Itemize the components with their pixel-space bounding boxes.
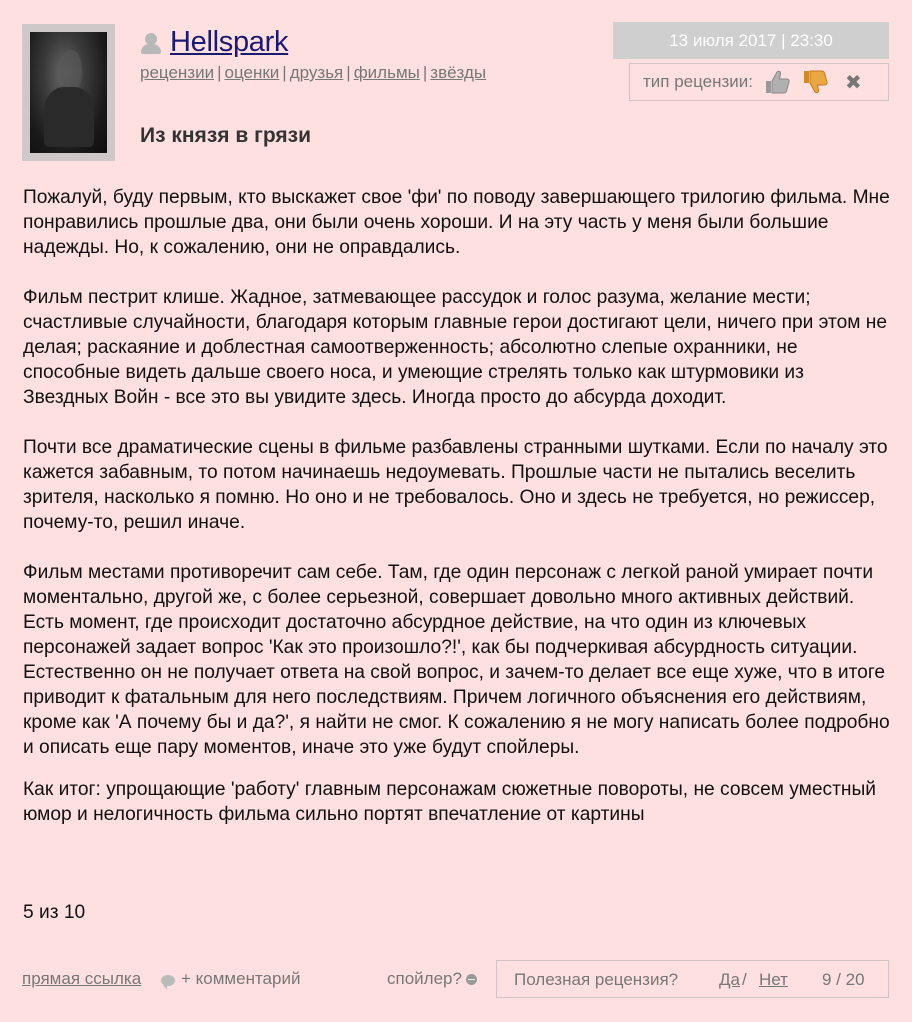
user-link-friends[interactable]: друзья (289, 63, 344, 82)
user-links: рецензии | оценки | друзья | фильмы | звёзды (140, 63, 487, 82)
vote-count: 9 / 20 (822, 970, 865, 989)
review-paragraph: Пожалуй, буду первым, кто выскажет свое 'фи' по поводу завершающего трилогию фильма. Мне понравились прошлые два, они были очень хороши. И на эту часть у меня были большие надежды. Но, к сожалению, они не оправдались. (23, 187, 890, 258)
avatar-frame[interactable] (22, 24, 115, 161)
review-footer (0, 958, 912, 998)
vote-separator: / (742, 970, 747, 989)
review-body (23, 185, 893, 852)
review-type-label: тип рецензии: (643, 72, 754, 91)
spoiler-label: спойлер? (387, 969, 462, 988)
avatar[interactable] (30, 32, 107, 153)
user-header (140, 26, 288, 59)
review-date: 13 июля 2017 | 23:30 (613, 22, 889, 59)
add-comment-label: + комментарий (181, 969, 301, 988)
user-link-stars[interactable]: звёзды (430, 63, 487, 82)
add-comment-button[interactable] (161, 969, 300, 989)
close-icon[interactable]: ✖ (845, 71, 862, 94)
useful-review-box (496, 960, 889, 998)
vote-no-link[interactable]: Нет (759, 970, 788, 989)
review-paragraph: Фильм местами противоречит сам себе. Там, где один персонаж с легкой раной умирает почти моментально, другой же, с более серьезной, совершает довольно много активных действий. Есть момент, где происходит достаточно абсурдное действие, на что один из ключевых персонажей задает вопрос 'Как это произошло?!', как бы подчеркивая абсурдность ситуации. Естественно он не получает ответа на свой вопрос, и зачем-то делает все еще хуже, что в итоге приводит к фатальным для него последствиям. Причем логичного объяснения его действиям, кроме как 'А почему бы и да?', я найти не смог. К сожалению я не могу написать более подробно и описать еще пару моментов, иначе это уже будут спойлеры. (23, 562, 890, 758)
user-link-films[interactable]: фильмы (353, 63, 420, 82)
useful-question: Полезная рецензия? (514, 970, 679, 989)
user-link-reviews[interactable]: рецензии (140, 63, 215, 82)
user-icon (140, 31, 162, 55)
minus-circle-icon (466, 974, 477, 985)
thumbs-down-icon[interactable] (801, 68, 829, 96)
direct-link[interactable]: прямая ссылка (22, 969, 142, 988)
comment-bubble-icon (161, 975, 175, 986)
thumbs-up-icon[interactable] (763, 68, 791, 96)
review-title: Из князя в грязи (140, 124, 311, 147)
username-link[interactable]: Hellspark (170, 26, 289, 58)
spoiler-toggle[interactable] (387, 969, 477, 989)
review-paragraph: Фильм пестрит клише. Жадное, затмевающее рассудок и голос разума, желание мести; счастливые случайности, благодаря которым главные герои достигают цели, ничего при этом не делая; раскаяние и доблестная самоотверженность; абсолютно слепые охранники, не способные видеть дальше своего носа, и умеющие стрелять только как штурмовики из Звездных Войн - все это вы увидите здесь. Иногда просто до абсурда доходит. (23, 287, 888, 408)
review-type-box (629, 63, 889, 101)
review-score: 5 из 10 (23, 902, 86, 923)
review-paragraph: Как итог: упрощающие 'работу' главным персонажам сюжетные повороты, не совсем уместный юмор и нелогичность фильма сильно портят впечатление от картины (23, 779, 877, 825)
review-paragraph: Почти все драматические сцены в фильме разбавлены странными шутками. Если по началу это кажется забавным, то потом начинаешь недоумевать. Прошлые части не пытались веселить зрителя, насколько я помню. Но оно и не требовалось. Оно и здесь не требуется, но режиссер, почему-то, решил иначе. (23, 437, 888, 533)
user-link-ratings[interactable]: оценки (224, 63, 280, 82)
vote-yes-link[interactable]: Да (719, 970, 740, 989)
